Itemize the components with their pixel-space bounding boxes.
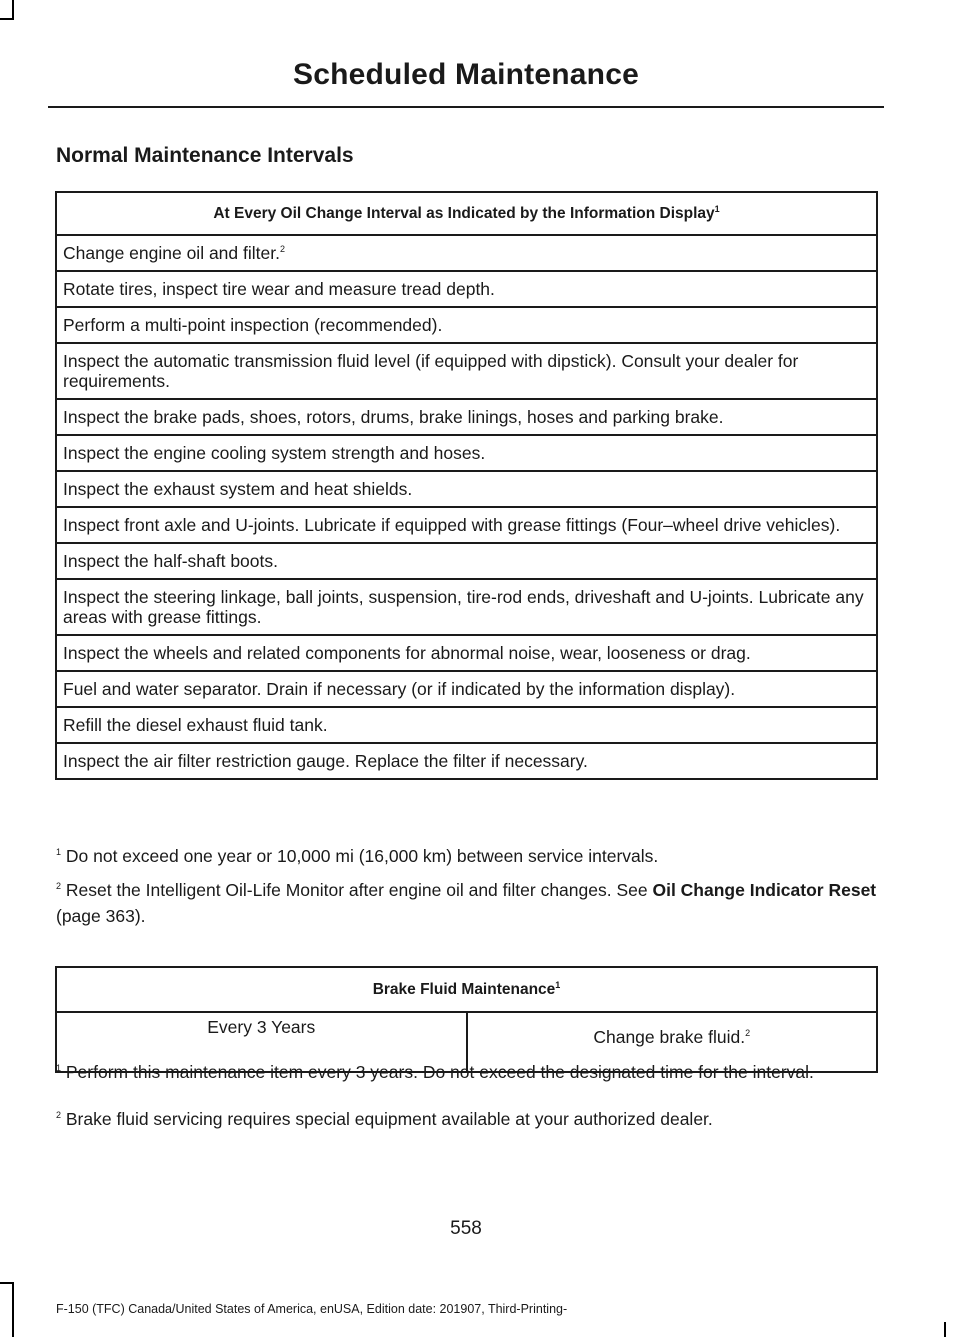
table-row xyxy=(56,343,877,399)
footnote-2 xyxy=(56,877,882,929)
table-row xyxy=(56,635,877,671)
table-row xyxy=(56,235,877,271)
footnote-ref: 2 xyxy=(279,244,285,255)
table-cell: Inspect the engine cooling system strength and hoses. xyxy=(56,435,877,471)
footnote-2 xyxy=(56,1107,882,1131)
table-cell: Inspect the air filter restriction gauge. Replace the filter if necessary. xyxy=(56,743,877,779)
footnote-number: 2 xyxy=(56,881,62,892)
footnote-1 xyxy=(56,844,882,868)
brake-fluid-table xyxy=(55,966,878,1073)
table-cell: Inspect the steering linkage, ball joints, suspension, tire-rod ends, driveshaft and U-joints. Lubricate any areas with grease fittings. xyxy=(56,579,877,635)
footnote-ref: 1 xyxy=(714,203,720,214)
footnote-text: Reset the Intelligent Oil-Life Monitor after engine oil and filter changes. See xyxy=(61,880,653,900)
footnote-ref: 1 xyxy=(555,979,561,990)
table-row xyxy=(56,307,877,343)
crop-mark-bottom-right-v xyxy=(944,1322,946,1337)
table-cell: Refill the diesel exhaust fluid tank. xyxy=(56,707,877,743)
crop-mark-bottom-left-v xyxy=(12,1282,14,1337)
table-row xyxy=(56,471,877,507)
header-divider xyxy=(48,106,884,108)
table-header xyxy=(56,192,877,235)
table-cell: Inspect the half-shaft boots. xyxy=(56,543,877,579)
edition-info: F-150 (TFC) Canada/United States of America, enUSA, Edition date: 201907, Third-Printing- xyxy=(56,1302,568,1316)
row-text: Change engine oil and filter. xyxy=(63,243,280,263)
table-cell: Inspect front axle and U-joints. Lubricate if equipped with grease fittings (Four–wheel drive vehicles). xyxy=(56,507,877,543)
table-cell xyxy=(56,235,877,271)
footnote-text: Do not exceed one year or 10,000 mi (16,000 km) between service intervals. xyxy=(61,846,659,866)
table-row xyxy=(56,671,877,707)
table-row xyxy=(56,543,877,579)
footnote-ref: 2 xyxy=(745,1028,751,1039)
crop-mark-top-left-h xyxy=(0,18,14,20)
table-cell: Rotate tires, inspect tire wear and measure tread depth. xyxy=(56,271,877,307)
table-header xyxy=(56,967,877,1012)
table-cell: Inspect the automatic transmission fluid level (if equipped with dipstick). Consult your dealer for requirements. xyxy=(56,343,877,399)
table-cell: Inspect the wheels and related components for abnormal noise, wear, looseness or drag. xyxy=(56,635,877,671)
footnote-1 xyxy=(56,1061,882,1083)
footnote-text: Brake fluid servicing requires special equipment available at your authorized dealer. xyxy=(61,1109,713,1129)
page-number: 558 xyxy=(450,1218,482,1239)
table-cell: Perform a multi-point inspection (recommended). xyxy=(56,307,877,343)
table-cell: Fuel and water separator. Drain if necessary (or if indicated by the information display). xyxy=(56,671,877,707)
table-row xyxy=(56,435,877,471)
table-row xyxy=(56,707,877,743)
page-title: Scheduled Maintenance xyxy=(293,58,639,91)
table-row xyxy=(56,271,877,307)
table-cell: Inspect the exhaust system and heat shields. xyxy=(56,471,877,507)
table-row xyxy=(56,399,877,435)
table-header-text: Brake Fluid Maintenance xyxy=(372,980,556,998)
interval-cell: Every 3 Years xyxy=(56,1012,467,1072)
crop-mark-bottom-left-h xyxy=(0,1282,14,1284)
table-row xyxy=(56,743,877,779)
table-row xyxy=(56,579,877,635)
section-heading: Normal Maintenance Intervals xyxy=(56,144,354,167)
crop-mark-top-left-v xyxy=(12,0,14,20)
footnote-number: 2 xyxy=(56,1110,62,1121)
footnote-number: 1 xyxy=(56,1063,62,1074)
action-text: Change brake fluid. xyxy=(593,1027,746,1047)
table-cell: Inspect the brake pads, shoes, rotors, drums, brake linings, hoses and parking brake. xyxy=(56,399,877,435)
footnote-page-ref: (page 363). xyxy=(56,906,146,926)
cross-reference-link[interactable]: Oil Change Indicator Reset xyxy=(652,880,877,900)
footnote-number: 1 xyxy=(56,847,62,858)
table-header-text: At Every Oil Change Interval as Indicated by the Information Display xyxy=(213,204,715,222)
footnote-text: Perform this maintenance item every 3 years. Do not exceed the designated time for the interval. xyxy=(61,1062,814,1082)
table-row xyxy=(56,507,877,543)
oil-change-interval-table xyxy=(55,191,878,780)
